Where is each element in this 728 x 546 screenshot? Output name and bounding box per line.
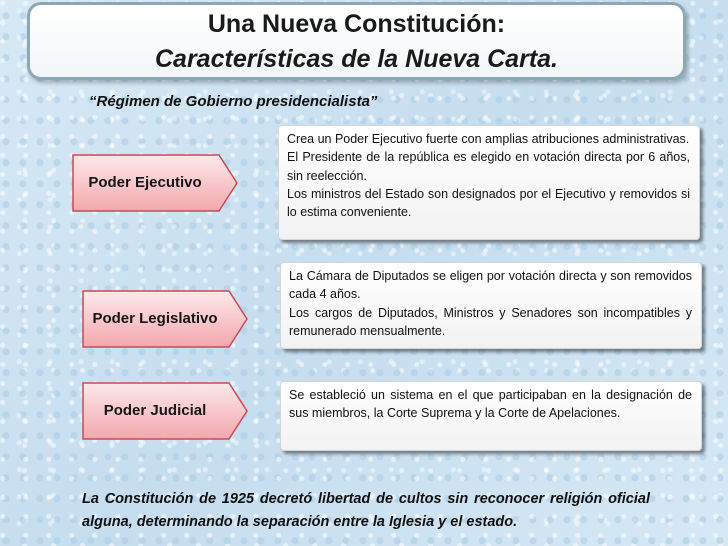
poder-ejecutivo-arrow xyxy=(69,153,239,211)
poder-legislativo-description xyxy=(280,262,702,349)
desc-line: La Cámara de Diputados se eligen por votación directa y son removidos cada 4 años. xyxy=(289,269,692,302)
poder-judicial-arrow xyxy=(79,381,249,439)
poder-legislativo-arrow xyxy=(79,289,249,347)
desc-line: Se estableció un sistema en el que participaban en la designación de sus miembros, la Corte Suprema y la Corte de Apelaciones. xyxy=(289,388,692,421)
poder-ejecutivo-description xyxy=(278,125,700,240)
poder-judicial-description xyxy=(280,381,702,451)
poder-judicial-label: Poder Judicial xyxy=(103,401,207,419)
desc-line: Crea un Poder Ejecutivo fuerte con amplias atribuciones administrativas. xyxy=(287,132,690,146)
poder-ejecutivo-label: Poder Ejecutivo xyxy=(88,173,202,191)
regimen-heading: “Régimen de Gobierno presidencialista” xyxy=(89,93,378,110)
poder-legislativo-label: Poder Legislativo xyxy=(92,309,218,327)
title-box xyxy=(27,2,686,80)
desc-line: El Presidente de la república es elegido en votación directa por 6 años, sin reelección. xyxy=(287,150,690,183)
footer-note: La Constitución de 1925 decretó libertad de cultos sin reconocer religión oficial alguna, determinando la separación entre la Iglesia y el estado. xyxy=(82,491,650,530)
desc-line: Los cargos de Diputados, Ministros y Senadores son incompatibles y remunerado mensualmente. xyxy=(289,305,692,338)
desc-line: Los ministros del Estado son designados por el Ejecutivo y removidos si lo estima conveniente. xyxy=(287,186,690,220)
page-subtitle: Características de la Nueva Carta. xyxy=(155,45,558,73)
page-title: Una Nueva Constitución: xyxy=(207,10,506,38)
